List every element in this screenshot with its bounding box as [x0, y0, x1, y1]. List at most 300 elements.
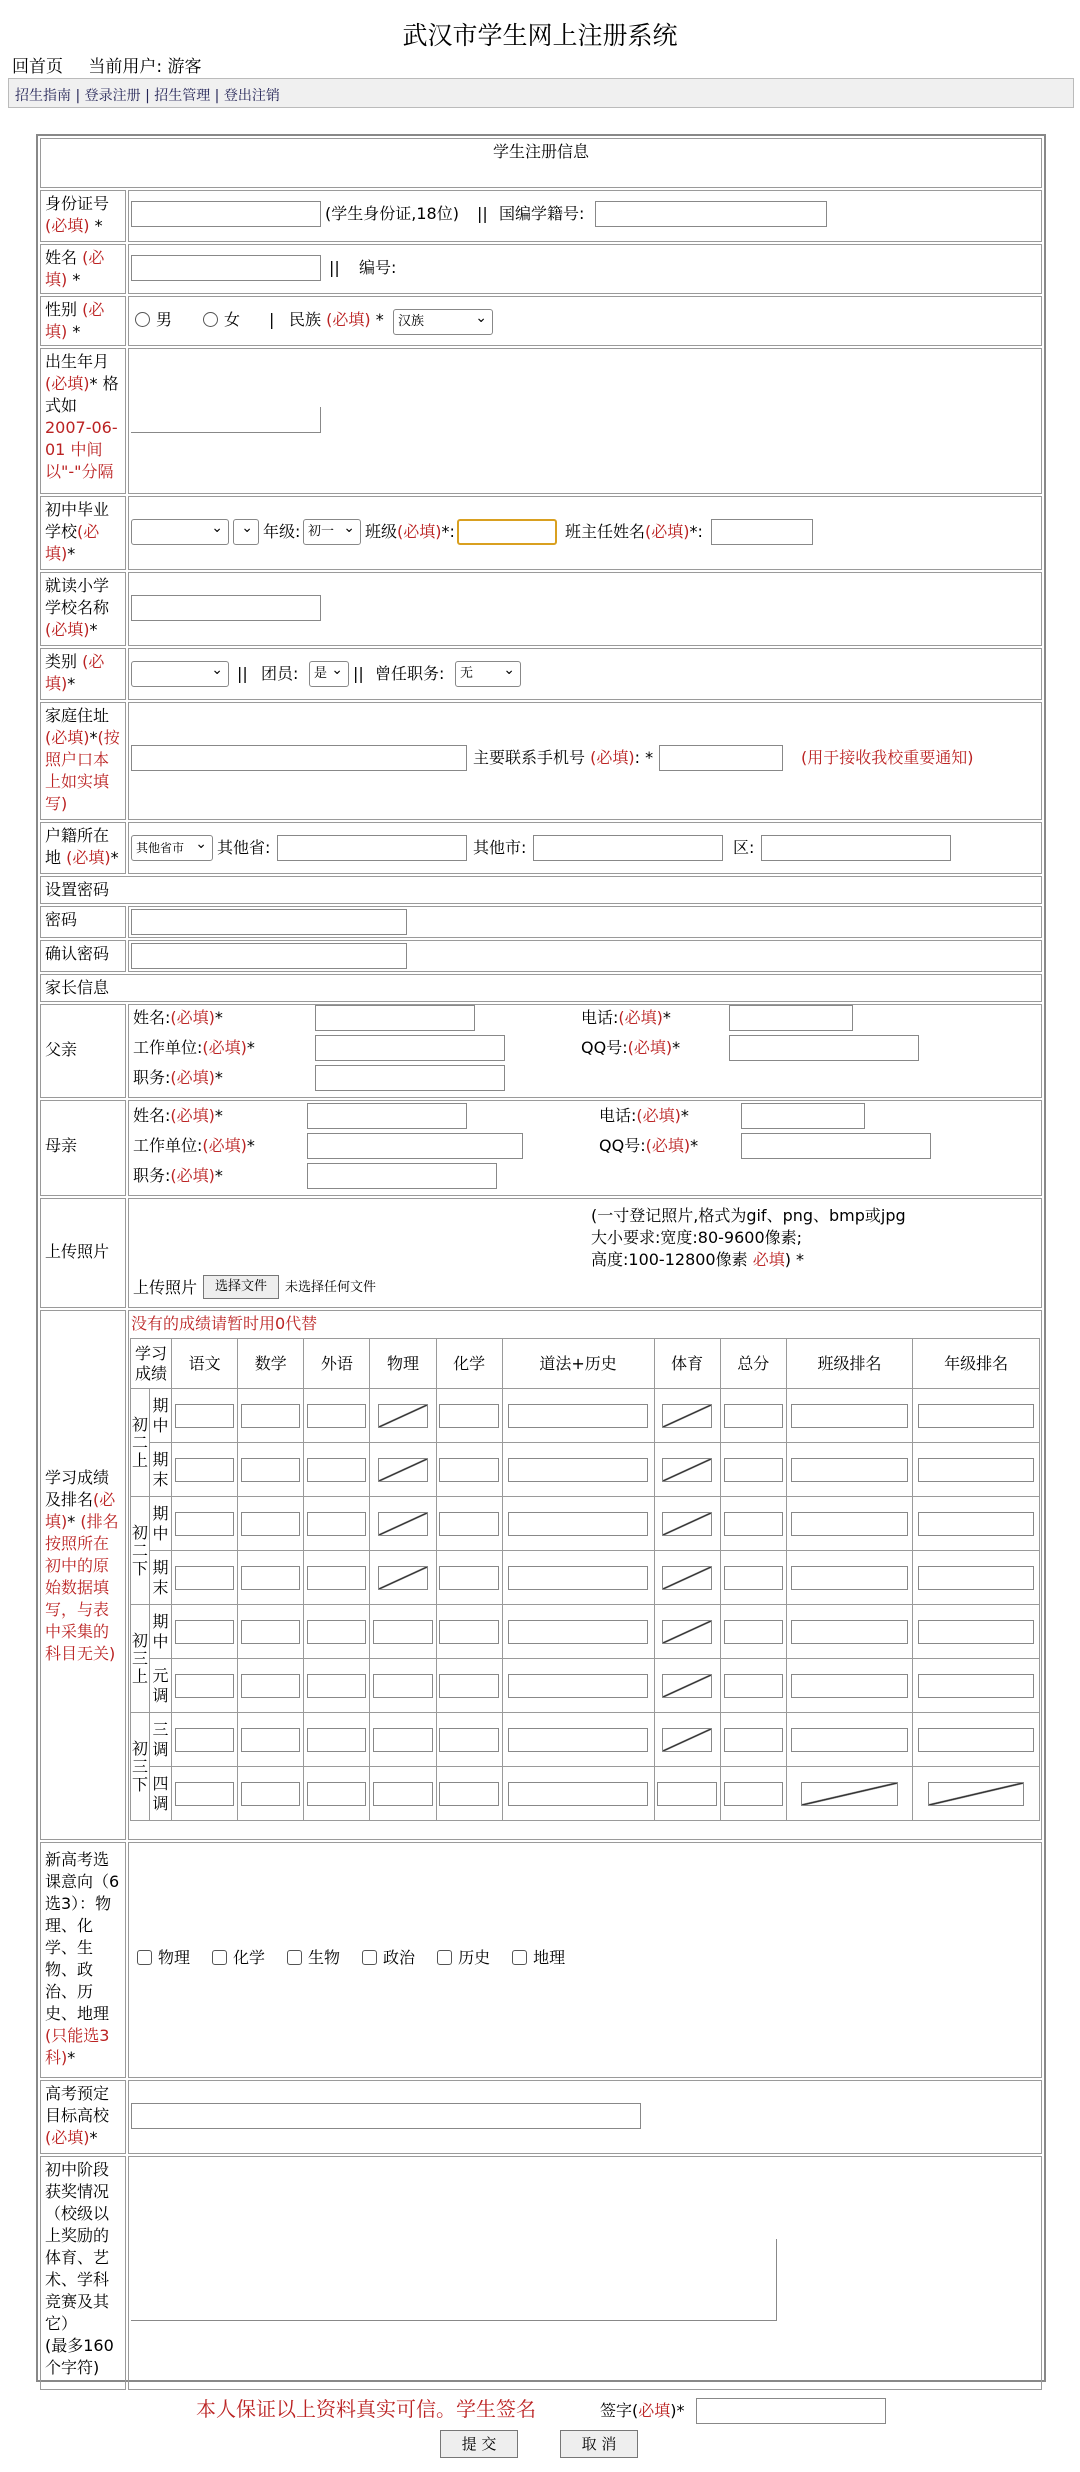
score-cell	[172, 1767, 238, 1821]
photo-label: 上传照片	[45, 1242, 110, 1261]
term-label: 初三上	[131, 1605, 150, 1713]
father-qq-label: QQ号:(必填)*	[581, 1038, 681, 1057]
photo-note-2: 大小要求:宽度:80-9600像素;	[591, 1228, 803, 1247]
score-input[interactable]	[241, 1404, 300, 1428]
primary-label-cell: 就读小学学校名称 (必填)*	[40, 572, 126, 646]
score-cell	[436, 1659, 502, 1713]
score-input	[662, 1728, 711, 1752]
submit-button[interactable]: 提 交	[440, 2430, 518, 2458]
target-label-cell: 高考预定目标高校 (必填)*	[40, 2080, 126, 2154]
phone-input[interactable]	[659, 745, 783, 771]
score-input	[662, 1404, 711, 1428]
scores-label: 学习成绩及排名	[45, 1468, 110, 1509]
address-hint: (按照户口本上如实填写)	[45, 728, 120, 813]
table-row	[131, 1713, 1040, 1767]
father-row	[128, 1004, 1042, 1098]
phone-label: 主要联系手机号 (必填): *	[473, 748, 654, 767]
mother-qq-label: QQ号:(必填)*	[599, 1136, 699, 1155]
position-select[interactable]: 无 ⌄	[455, 661, 521, 687]
score-input[interactable]	[791, 1404, 907, 1428]
birth-format-hint: 2007-06-01 中间以"-"分隔	[45, 418, 118, 481]
score-cell	[370, 1605, 436, 1659]
name-input[interactable]	[131, 255, 321, 281]
class-label: 班级(必填)*:	[365, 522, 455, 541]
password-label-cell	[40, 906, 126, 938]
pledge-text: 本人保证以上资料真实可信。学生签名	[196, 2397, 536, 2421]
score-cell	[913, 1389, 1040, 1443]
confirm-password-label: 确认密码	[45, 944, 110, 963]
score-cell	[502, 1443, 654, 1497]
score-cell	[654, 1659, 720, 1713]
subject-checkbox[interactable]: 地理	[512, 1948, 565, 1967]
confirm-password-input[interactable]	[131, 943, 407, 969]
exam-label: 期末	[150, 1443, 172, 1497]
score-input	[378, 1512, 427, 1536]
score-input[interactable]	[373, 1728, 432, 1752]
score-input[interactable]	[241, 1620, 300, 1644]
score-cell	[720, 1713, 786, 1767]
score-input[interactable]	[175, 1728, 234, 1752]
teacher-label: 班主任姓名(必填)*:	[565, 522, 703, 541]
table-row	[131, 1551, 1040, 1605]
gender-row	[128, 296, 1042, 346]
score-input[interactable]	[307, 1566, 366, 1590]
no-file-text: 未选择任何文件	[285, 1280, 377, 1295]
exam-label: 期中	[150, 1497, 172, 1551]
score-input[interactable]	[508, 1620, 648, 1644]
score-input[interactable]	[918, 1566, 1034, 1590]
req-mark: (必填)	[45, 522, 100, 563]
score-input[interactable]	[724, 1512, 783, 1536]
hukou-label-cell: 户籍所在地 (必填)*	[40, 822, 126, 874]
score-input[interactable]	[724, 1566, 783, 1590]
awards-textarea[interactable]	[131, 2239, 777, 2321]
awards-limit: (最多160个字符)	[45, 2336, 114, 2377]
score-input[interactable]	[918, 1404, 1034, 1428]
score-input[interactable]	[175, 1620, 234, 1644]
primary-label: 就读小学学校名称	[45, 576, 110, 617]
score-cell	[502, 1605, 654, 1659]
id-label-cell: 身份证号 (必填) *	[40, 190, 126, 242]
league-select[interactable]: 是 ⌄	[309, 661, 349, 687]
score-cell	[370, 1497, 436, 1551]
score-input[interactable]	[175, 1512, 234, 1536]
score-cell	[786, 1713, 913, 1767]
elective-label: 新高考选课意向（6选3）：物理、化学、生物、政治、历史、地理	[45, 1850, 120, 2023]
home-link[interactable]: 回首页	[12, 57, 63, 77]
score-input[interactable]	[724, 1674, 783, 1698]
score-cell	[304, 1443, 370, 1497]
separator: ||	[477, 204, 488, 223]
score-input[interactable]	[791, 1728, 907, 1752]
score-cell	[720, 1605, 786, 1659]
score-cell	[654, 1389, 720, 1443]
male-radio[interactable]: 男	[135, 309, 172, 331]
score-input[interactable]	[241, 1458, 300, 1482]
score-input[interactable]	[175, 1782, 234, 1806]
score-cell	[786, 1605, 913, 1659]
table-row	[131, 1389, 1040, 1443]
mother-phone-input[interactable]	[741, 1103, 865, 1129]
score-cell	[720, 1551, 786, 1605]
score-input[interactable]	[439, 1512, 498, 1536]
score-cell	[370, 1659, 436, 1713]
cancel-button[interactable]: 取 消	[560, 2430, 638, 2458]
score-input[interactable]	[508, 1674, 648, 1698]
score-input[interactable]	[791, 1674, 907, 1698]
score-cell	[786, 1551, 913, 1605]
score-cell	[913, 1713, 1040, 1767]
mother-work-input[interactable]	[307, 1133, 523, 1159]
father-job-input[interactable]	[315, 1065, 505, 1091]
exam-label: 三调	[150, 1713, 172, 1767]
father-label-cell	[40, 1004, 126, 1098]
score-input[interactable]	[508, 1512, 648, 1536]
score-cell	[786, 1659, 913, 1713]
phone-note: (用于接收我校重要通知)	[801, 748, 974, 767]
name-label-cell: 姓名 (必填) *	[40, 244, 126, 294]
birth-hint: * 格式如	[45, 374, 119, 415]
number-label: 编号:	[359, 258, 397, 277]
score-input[interactable]	[724, 1458, 783, 1482]
ethnicity-label: 民族 (必填) *	[289, 310, 384, 329]
score-cell	[304, 1659, 370, 1713]
current-user: 当前用户: 游客	[88, 57, 202, 77]
table-row	[131, 1497, 1040, 1551]
score-col-header: 班级排名	[786, 1339, 913, 1389]
address-input[interactable]	[131, 745, 467, 771]
score-input[interactable]	[175, 1566, 234, 1590]
scores-zero-note: 没有的成绩请暂时用0代替	[131, 1314, 318, 1333]
score-cell	[913, 1443, 1040, 1497]
score-col-header: 总分	[720, 1339, 786, 1389]
mother-work-label: 工作单位:(必填)*	[133, 1136, 255, 1155]
photo-upload-label: 上传照片	[133, 1278, 198, 1297]
mother-phone-label: 电话:(必填)*	[599, 1106, 689, 1125]
other-city-input[interactable]	[533, 835, 723, 861]
score-cell	[304, 1551, 370, 1605]
score-input[interactable]	[373, 1782, 432, 1806]
score-cell	[172, 1389, 238, 1443]
score-input[interactable]	[791, 1620, 907, 1644]
score-cell	[720, 1497, 786, 1551]
score-cell	[304, 1767, 370, 1821]
subject-checkbox[interactable]: 生物	[287, 1948, 340, 1967]
parent-info-label: 家长信息	[45, 978, 110, 997]
score-input[interactable]	[439, 1620, 498, 1644]
score-input[interactable]	[791, 1566, 907, 1590]
score-col-header: 年级排名	[913, 1339, 1040, 1389]
score-input[interactable]	[241, 1782, 300, 1806]
confirm-label-cell	[40, 940, 126, 972]
score-col-header: 语文	[172, 1339, 238, 1389]
score-input[interactable]	[175, 1458, 234, 1482]
term-label: 初二下	[131, 1497, 150, 1605]
target-row	[128, 2080, 1042, 2154]
scores-label-cell: 学习成绩及排名(必填)* (排名按照所在初中的原始数据填写，与表中采集的科目无关)	[40, 1310, 126, 1840]
score-cell	[436, 1551, 502, 1605]
score-cell	[172, 1497, 238, 1551]
father-phone-input[interactable]	[729, 1005, 853, 1031]
female-radio[interactable]: 女	[203, 309, 240, 331]
gender-label-cell: 性别 (必填) *	[40, 296, 126, 346]
password-row	[128, 906, 1042, 938]
exam-label: 四调	[150, 1767, 172, 1821]
score-cell	[720, 1443, 786, 1497]
form-header	[40, 138, 1042, 188]
score-col-header: 体育	[654, 1339, 720, 1389]
id-input[interactable]	[131, 201, 321, 227]
score-input	[662, 1566, 711, 1590]
password-input[interactable]	[131, 909, 407, 935]
category-label-cell: 类别 (必填)*	[40, 648, 126, 700]
req-mark: (必填)	[45, 248, 105, 289]
req-mark: (必填)	[45, 300, 105, 341]
score-input[interactable]	[373, 1620, 432, 1644]
score-input[interactable]	[241, 1674, 300, 1698]
score-cell	[172, 1551, 238, 1605]
category-row	[128, 648, 1042, 700]
address-row	[128, 702, 1042, 820]
score-cell	[720, 1659, 786, 1713]
score-input[interactable]	[307, 1782, 366, 1806]
father-work-input[interactable]	[315, 1035, 505, 1061]
mother-label: 母亲	[45, 1136, 78, 1155]
score-input[interactable]	[307, 1404, 366, 1428]
score-input[interactable]	[508, 1782, 648, 1806]
score-input[interactable]	[373, 1674, 432, 1698]
ethnicity-select[interactable]: 汉族 ⌄	[393, 309, 493, 335]
score-input[interactable]	[439, 1566, 498, 1590]
photo-label-cell	[40, 1198, 126, 1308]
score-cell	[720, 1389, 786, 1443]
position-label: 曾任职务:	[375, 664, 445, 683]
score-input[interactable]	[657, 1782, 716, 1806]
score-input[interactable]	[508, 1566, 648, 1590]
score-col-header: 道法+历史	[502, 1339, 654, 1389]
elective-label-cell: 新高考选课意向（6选3）：物理、化学、生物、政治、历史、地理 (只能选3科)*	[40, 1842, 126, 2078]
signature-input[interactable]	[696, 2398, 886, 2424]
address-label: 家庭住址	[45, 706, 110, 725]
awards-label-cell	[40, 2156, 126, 2390]
grade-label: 年级:	[263, 522, 301, 541]
choose-file-button[interactable]: 选择文件	[203, 1275, 279, 1299]
score-cell	[370, 1767, 436, 1821]
confirm-row	[128, 940, 1042, 972]
father-qq-input[interactable]	[729, 1035, 919, 1061]
page-title: 武汉市学生网上注册系统	[402, 21, 678, 50]
score-cell	[786, 1389, 913, 1443]
score-input	[928, 1782, 1024, 1806]
req-mark: (必填)	[45, 620, 90, 639]
score-input	[378, 1458, 427, 1482]
score-cell	[304, 1713, 370, 1767]
target-input[interactable]	[131, 2103, 641, 2129]
score-input[interactable]	[918, 1512, 1034, 1536]
score-cell	[172, 1443, 238, 1497]
score-cell	[238, 1497, 304, 1551]
score-cell	[304, 1605, 370, 1659]
score-cell	[502, 1659, 654, 1713]
sign-label: 签字(必填)*	[600, 2401, 685, 2420]
name-label: 姓名	[45, 248, 78, 267]
score-input[interactable]	[724, 1620, 783, 1644]
score-input[interactable]	[307, 1512, 366, 1536]
separator: |	[269, 310, 275, 329]
score-input	[662, 1458, 711, 1482]
score-col-header: 物理	[370, 1339, 436, 1389]
id-label: 身份证号	[45, 194, 110, 213]
score-input[interactable]	[439, 1404, 498, 1428]
score-input[interactable]	[175, 1674, 234, 1698]
father-name-label: 姓名:(必填)*	[133, 1008, 223, 1027]
score-input[interactable]	[439, 1674, 498, 1698]
teacher-input[interactable]	[711, 519, 813, 545]
exam-label: 元调	[150, 1659, 172, 1713]
other-province-input[interactable]	[277, 835, 467, 861]
school-label: 初中毕业学校	[45, 500, 110, 541]
hukou-label: 户籍所在地	[45, 826, 110, 867]
national-id-input[interactable]	[595, 201, 827, 227]
score-cell	[172, 1605, 238, 1659]
score-input[interactable]	[918, 1458, 1034, 1482]
exam-label: 期中	[150, 1389, 172, 1443]
national-id-label: 国编学籍号:	[499, 204, 585, 223]
score-cell	[502, 1767, 654, 1821]
req-mark: (必填)	[45, 2128, 90, 2147]
subject-checkbox[interactable]: 化学	[212, 1948, 265, 1967]
score-cell	[238, 1605, 304, 1659]
score-cell	[913, 1551, 1040, 1605]
name-row	[128, 244, 1042, 294]
score-input[interactable]	[307, 1458, 366, 1482]
table-row	[131, 1767, 1040, 1821]
province-select[interactable]: 其他省市 ⌄	[131, 835, 213, 861]
score-input[interactable]	[508, 1458, 648, 1482]
father-label: 父亲	[45, 1040, 78, 1059]
score-input[interactable]	[307, 1728, 366, 1752]
subject-checkbox[interactable]: 历史	[437, 1948, 490, 1967]
father-name-input[interactable]	[315, 1005, 475, 1031]
score-cell	[502, 1389, 654, 1443]
score-cell	[436, 1605, 502, 1659]
password-label: 密码	[45, 910, 78, 929]
table-row	[131, 1443, 1040, 1497]
address-label-cell: 家庭住址 (必填)*(按照户口本上如实填写)	[40, 702, 126, 820]
other-city-label: 其他市:	[473, 838, 527, 857]
score-input[interactable]	[439, 1782, 498, 1806]
score-input[interactable]	[918, 1620, 1034, 1644]
subject-checkbox[interactable]: 政治	[362, 1948, 415, 1967]
score-cell	[304, 1389, 370, 1443]
score-input[interactable]	[241, 1728, 300, 1752]
mother-row	[128, 1100, 1042, 1196]
score-cell	[304, 1497, 370, 1551]
term-label: 初三下	[131, 1713, 150, 1821]
hukou-row	[128, 822, 1042, 874]
score-input	[662, 1620, 711, 1644]
separator: ||	[353, 664, 364, 683]
score-input[interactable]	[724, 1404, 783, 1428]
form-header-text: 学生注册信息	[492, 142, 589, 161]
table-row	[131, 1659, 1040, 1713]
score-input[interactable]	[724, 1782, 783, 1806]
score-input[interactable]	[241, 1512, 300, 1536]
nav-bar[interactable]: 招生指南 | 登录注册 | 招生管理 | 登出注销	[8, 78, 1074, 108]
primary-row	[128, 572, 1042, 646]
score-input[interactable]	[307, 1620, 366, 1644]
score-col-header: 化学	[436, 1339, 502, 1389]
primary-input[interactable]	[131, 595, 321, 621]
mother-job-input[interactable]	[307, 1163, 497, 1189]
parent-info-cell	[40, 974, 1042, 1002]
score-input[interactable]	[439, 1728, 498, 1752]
score-cell	[786, 1767, 913, 1821]
class-input[interactable]	[457, 519, 557, 545]
father-work-label: 工作单位:(必填)*	[133, 1038, 255, 1057]
school-label-cell: 初中毕业学校(必填)*	[40, 496, 126, 570]
score-input[interactable]	[508, 1728, 648, 1752]
req-mark: (必填)	[45, 374, 90, 393]
category-select[interactable]	[131, 661, 229, 687]
scores-table	[130, 1338, 1040, 1821]
score-input[interactable]	[791, 1512, 907, 1536]
score-input[interactable]	[241, 1566, 300, 1590]
score-cell	[654, 1605, 720, 1659]
photo-note-3: 高度:100-12800像素 必填) *	[591, 1250, 805, 1269]
mother-job-label: 职务:(必填)*	[133, 1166, 223, 1185]
subject-checkboxes	[137, 1947, 587, 1969]
mother-name-label: 姓名:(必填)*	[133, 1106, 223, 1125]
subject-checkbox[interactable]: 物理	[137, 1948, 190, 1967]
score-input	[801, 1782, 897, 1806]
awards-label: 初中阶段获奖情况（校级以上奖励的体育、艺术、学科竞赛及其它）	[45, 2160, 110, 2333]
score-cell	[172, 1659, 238, 1713]
score-cell	[913, 1767, 1040, 1821]
score-input[interactable]	[508, 1404, 648, 1428]
score-input[interactable]	[175, 1404, 234, 1428]
score-input	[662, 1512, 711, 1536]
exam-label: 期中	[150, 1605, 172, 1659]
score-input[interactable]	[439, 1458, 498, 1482]
grade-select[interactable]: 初一 ⌄	[303, 519, 361, 545]
set-password-cell	[40, 876, 1042, 904]
score-input[interactable]	[918, 1674, 1034, 1698]
mother-qq-input[interactable]	[741, 1133, 931, 1159]
score-input[interactable]	[724, 1728, 783, 1752]
gender-label: 性别	[45, 300, 78, 319]
other-province-label: 其他省:	[217, 838, 271, 857]
score-input[interactable]	[918, 1728, 1034, 1752]
score-input[interactable]	[791, 1458, 907, 1482]
score-input[interactable]	[307, 1674, 366, 1698]
exam-label: 期末	[150, 1551, 172, 1605]
father-phone-label: 电话:(必填)*	[581, 1008, 671, 1027]
score-col-header: 数学	[238, 1339, 304, 1389]
score-cell	[502, 1713, 654, 1767]
school-sub-select[interactable]	[233, 519, 259, 545]
mother-name-input[interactable]	[307, 1103, 467, 1129]
score-cell	[654, 1497, 720, 1551]
score-col-header: 学习成绩	[131, 1339, 172, 1389]
district-input[interactable]	[761, 835, 951, 861]
score-cell	[786, 1443, 913, 1497]
birth-input[interactable]	[131, 407, 321, 433]
league-label: 团员:	[261, 664, 299, 683]
school-select[interactable]	[131, 519, 229, 545]
score-cell	[502, 1551, 654, 1605]
separator: ||	[237, 664, 248, 683]
